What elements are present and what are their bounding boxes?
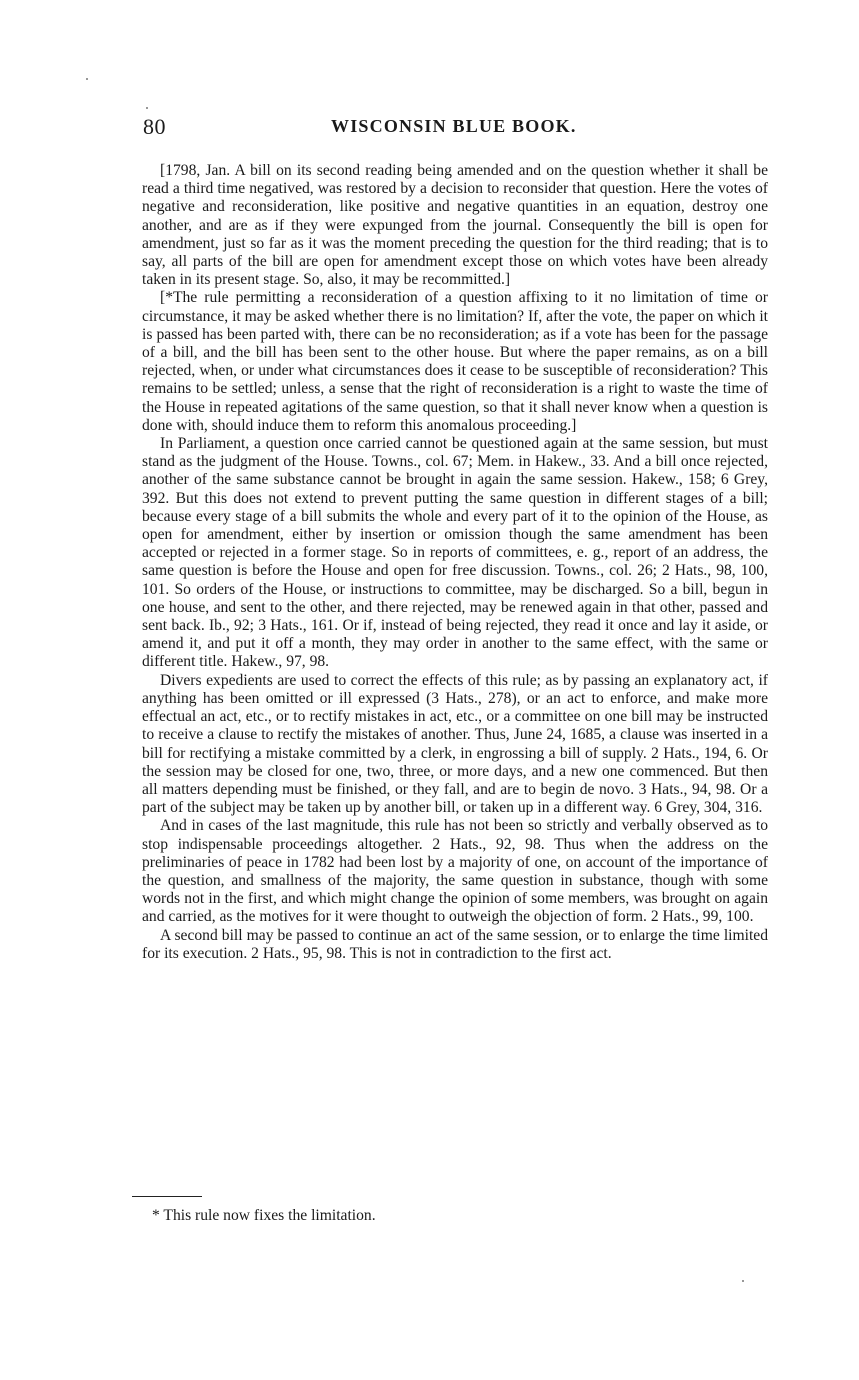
- page-number: 80: [143, 114, 166, 139]
- print-speck: [742, 1280, 744, 1282]
- running-title: WISCONSIN BLUE BOOK.: [331, 116, 577, 136]
- paragraph-parliament-practice: In Parliament, a question once carried cannot be questioned again at the same session, but must stand as the judgment of the House. Towns., col. 67; Mem. in Hakew., 33. And a bill once rejected, another of the same substance cannot be brought in again the same session. Hakew., 158; 6 Grey, 392. But this does not extend to prevent putting the same question in different stages of a bill; because every stage of a bill submits the whole and every part of it to the opinion of the House, as open for amendment, either by insertion or omission though the same amendment has been accepted or rejected in a former stage. So in reports of committees, e. g., report of an address, the same question is before the House and open for free discussion. Towns., col. 26; 2 Hats., 98, 100, 101. So orders of the House, or instructions to committee, may be discharged. So a bill, begun in one house, and sent to the other, and there rejected, may be renewed again in that other, passed and sent back. Ib., 92; 3 Hats., 161. Or if, instead of being rejected, they read it once and lay it aside, or amend it, and put it off a month, they may order in another to the same effect, with the same or different title. Hakew., 97, 98.: [142, 435, 768, 671]
- paragraph-reconsideration-limitation: [*The rule permitting a reconsideration of a question affixing to it no limitation of time or circumstance, it may be asked whether there is no limitation? If, after the vote, the paper on which it is passed has been parted with, there can be no reconsideration; as if a vote has been for the passage of a bill, and the bill has been sent to the other house. But where the paper remains, as on a bill rejected, when, or under what circumstances does it cease to be susceptible of reconsideration? This remains to be settled; unless, a sense that the right of reconsideration is a right to waste the time of the House in repeated agitations of the same question, so that it shall never know when a question is done with, should induce them to reform this anomalous proceeding.]: [142, 289, 768, 434]
- page-header: [143, 114, 783, 144]
- paragraph-reconsideration-1798: [1798, Jan. A bill on its second reading being amended and on the question whether it shall be read a third time negatived, was restored by a decision to reconsider that question. Here the votes of negative and reconsideration, like positive and negative quantities in an equation, destroy one another, and are as if they were expunged from the journal. Consequently the bill is open for amendment, just so far as it was the moment preceding the question for the third reading; that is to say, all parts of the bill are open for amendment except those on which votes have been already taken in its present stage. So, also, it may be recommitted.]: [142, 162, 768, 289]
- print-speck: [146, 107, 148, 109]
- body-text: [142, 162, 768, 963]
- footnote: * This rule now fixes the limitation.: [152, 1207, 376, 1224]
- footnote-divider: [132, 1196, 202, 1197]
- paragraph-second-bill: A second bill may be passed to continue an act of the same session, or to enlarge the time limited for its execution. 2 Hats., 95, 98. This is not in contradiction to the first act.: [142, 926, 768, 962]
- print-speck: [86, 78, 88, 80]
- paragraph-divers-expedients: Divers expedients are used to correct the effects of this rule; as by passing an explanatory act, if anything has been omitted or ill expressed (3 Hats., 278), or an act to enforce, and make more effectual an act, etc., or to rectify mistakes in act, etc., or a committee on one bill may be instructed to receive a clause to rectify the mistakes of another. Thus, June 24, 1685, a clause was inserted in a bill for rectifying a mistake committed by a clerk, in engrossing a bill of supply. 2 Hats., 194, 6. Or the session may be closed for one, two, three, or more days, and a new one commenced. But then all matters depending must be finished, or they fall, and are to begin de novo. 3 Hats., 94, 98. Or a part of the subject may be taken up by another bill, or taken up in a different way. 6 Grey, 304, 316.: [142, 671, 768, 817]
- paragraph-last-magnitude: And in cases of the last magnitude, this rule has not been so strictly and verbally observed as to stop indispensable proceedings altogether. 2 Hats., 92, 98. Thus when the address on the preliminaries of peace in 1782 had been lost by a majority of one, on account of the importance of the question, and smallness of the majority, the same question in substance, though with some words not in the first, and which might change the opinion of some members, was brought on again and carried, as the motives for it were thought to outweigh the objection of form. 2 Hats., 99, 100.: [142, 817, 768, 926]
